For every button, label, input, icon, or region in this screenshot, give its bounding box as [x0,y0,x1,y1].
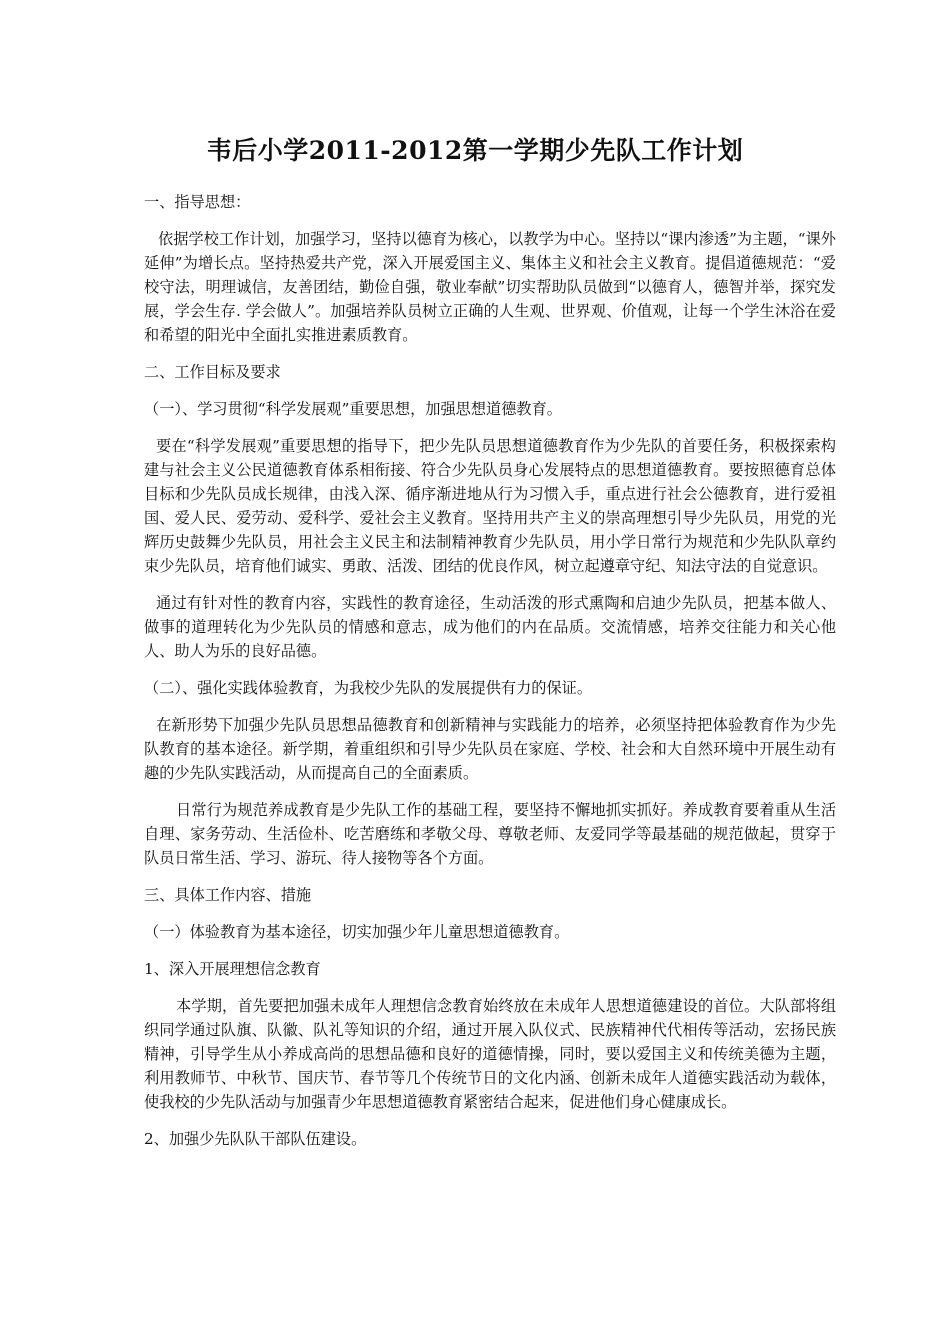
section-heading: 2、加强少先队队干部队伍建设。 [144,1130,367,1148]
body-paragraph: 依据学校工作计划，加强学习，坚持以德育为核心，以教学为中心。坚持以“课内渗透”为主题，“课外延伸”为增长点。坚持热爱共产党，深入开展爱国主义、集体主义和社会主义教育。提倡道德规范：“爱校守法，明理诚信，友善团结，勤俭自强，敬业奉献”切实帮助队员做到“以德育人，德智并举，探究发展，学会生存. 学会做人”。加强培养队员树立正确的人生观、世界观、价值观，让每一个学生沐浴在爱和希望的阳光中全面扎实推进素质教育。 [144,230,836,344]
section-heading: 一、指导思想： [144,193,251,211]
section-heading: （一）、学习贯彻“科学发展观”重要思想，加强思想道德教育。 [144,400,562,418]
section-heading: 二、工作目标及要求 [144,363,281,381]
body-paragraph: 在新形势下加强少先队员思想品德教育和创新精神与实践能力的培养，必须坚持把体验教育作为少先队教育的基本途径。新学期，着重组织和引导少先队员在家庭、学校、社会和大自然环境中开展生动有趣的少先队实践活动，从而提高自己的全面素质。 [144,716,836,782]
section-heading: （二）、强化实践体验教育，为我校少先队的发展提供有力的保证。 [144,679,593,697]
document-title: 韦后小学2011-2012第一学期少先队工作计划 [206,136,744,165]
section-heading: 1、深入开展理想信念教育 [144,960,321,978]
section-heading: （一）体验教育为基本途径，切实加强少年儿童思想道德教育。 [144,923,570,941]
body-paragraph: 要在“科学发展观”重要思想的指导下，把少先队员思想道德教育作为少先队的首要任务，积极探索构建与社会主义公民道德教育体系相衔接、符合少先队员身心发展特点的思想道德教育。要按照德育总体目标和少先队员成长规律，由浅入深、循序渐进地从行为习惯入手，重点进行社会公德教育，进行爱祖国、爱人民、爱劳动、爱科学、爱社会主义教育。坚持用共产主义的崇高理想引导少先队员，用党的光辉历史鼓舞少先队员，用社会主义民主和法制精神教育少先队员，用小学日常行为规范和少先队队章约束少先队员，培育他们诚实、勇敢、活泼、团结的优良作风，树立起遵章守纪、知法守法的自觉意识。 [144,437,836,575]
section-heading: 三、具体工作内容、措施 [144,886,312,904]
body-paragraph: 日常行为规范养成教育是少先队工作的基础工程，要坚持不懈地抓实抓好。养成教育要着重从生活自理、家务劳动、生活俭朴、吃苦磨练和孝敬父母、尊敬老师、友爱同学等最基础的规范做起，贯穿于队员日常生活、学习、游玩、待人接物等各个方面。 [144,801,836,867]
document-body [144,190,836,1164]
body-paragraph: 通过有针对性的教育内容，实践性的教育途径，生动活泼的形式熏陶和启迪少先队员，把基本做人、做事的道理转化为少先队员的情感和意志，成为他们的内在品质。交流情感，培养交往能力和关心他人、助人为乐的良好品德。 [144,594,836,660]
body-paragraph: 本学期，首先要把加强未成年人理想信念教育始终放在未成年人思想道德建设的首位。大队部将组织同学通过队旗、队徽、队礼等知识的介绍，通过开展入队仪式、民族精神代代相传等活动，宏扬民族精神，引导学生从小养成高尚的思想品德和良好的道德情操，同时，要以爱国主义和传统美德为主题，利用教师节、中秋节、国庆节、春节等几个传统节日的文化内涵、创新未成年人道德实践活动为载体，使我校的少先队活动与加强青少年思想道德教育紧密结合起来，促进他们身心健康成长。 [144,997,836,1111]
